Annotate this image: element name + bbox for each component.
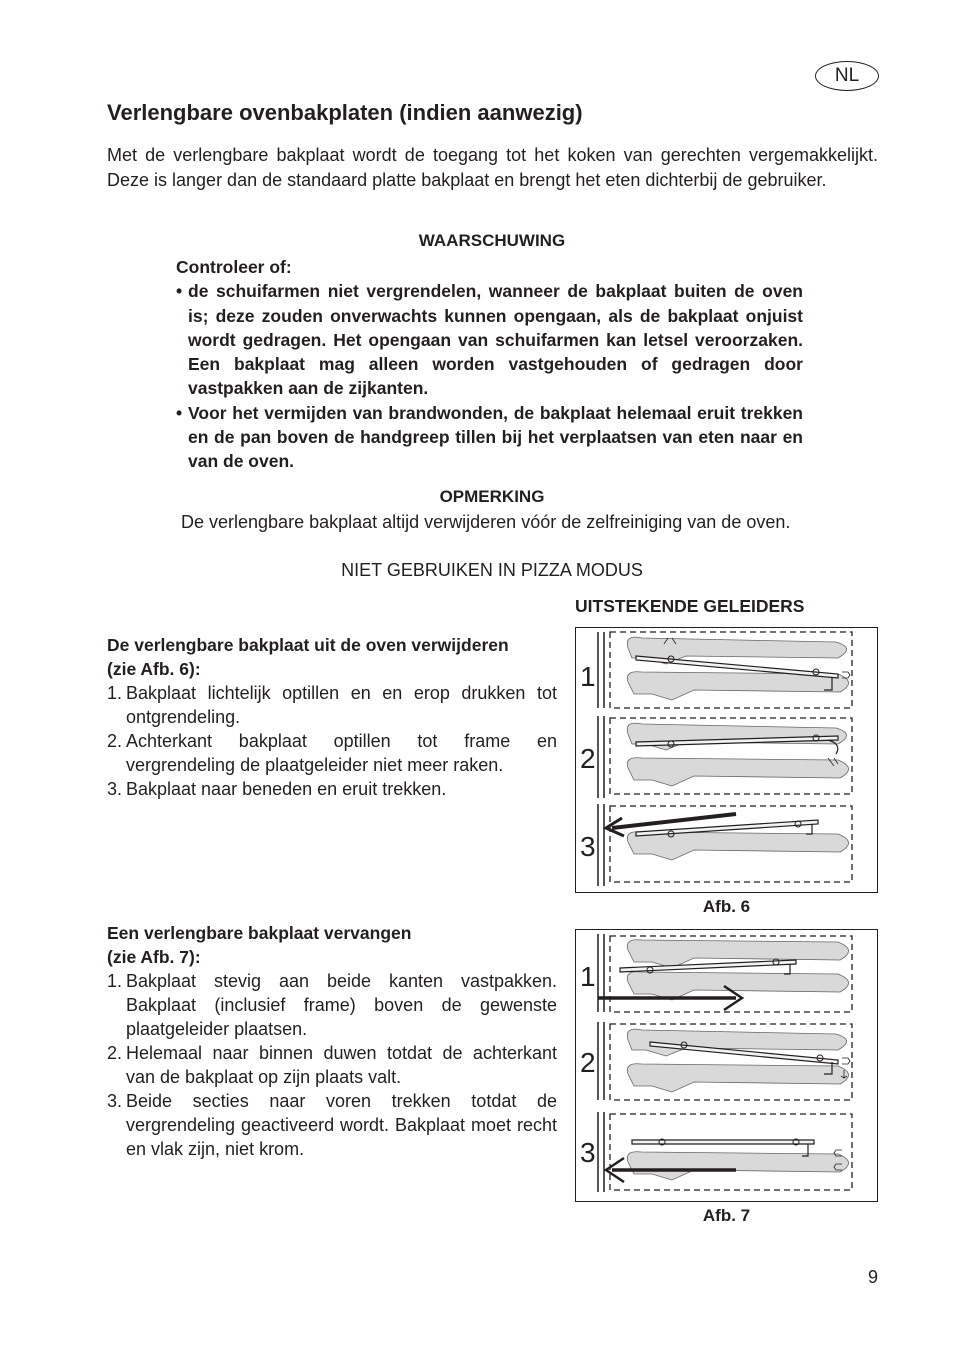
step-number: 1. <box>107 683 123 703</box>
bullet-icon: • <box>176 281 183 302</box>
list-item <box>107 1089 557 1161</box>
step-text: Helemaal naar binnen duwen totdat de achterkant van de bakplaat op zijn plaats valt. <box>126 1043 557 1087</box>
replace-title-line: Een verlengbare bakplaat vervangen <box>107 923 412 943</box>
warning-bullet-text: Voor het vermijden van brandwonden, de bakplaat helemaal eruit trekken en de pan boven de handgreep tillen bij het verplaatsen van eten naar en van de oven. <box>188 402 803 472</box>
panel-number: 3 <box>580 831 596 862</box>
step-number: 2. <box>107 1043 123 1063</box>
replace-steps <box>107 969 557 1161</box>
panel-number: 2 <box>580 743 596 774</box>
step-number: 2. <box>107 731 123 751</box>
intro-paragraph: Met de verlengbare bakplaat wordt de toegang tot het koken van gerechten vergemakkelijkt. Deze is langer dan de standaard platte bakplaat en brengt het eten dichterbij de gebruiker. <box>107 145 878 190</box>
list-item <box>107 1041 557 1089</box>
list-item <box>107 777 557 801</box>
remove-steps <box>107 681 557 801</box>
step-text: Bakplaat lichtelijk optillen en en erop drukken tot ontgrendeling. <box>126 683 557 727</box>
figure-7-illustration <box>576 930 876 1200</box>
note-text: De verlengbare bakplaat altijd verwijderen vóór de zelfreiniging van de oven. <box>181 512 791 532</box>
warning-bullet <box>176 279 803 400</box>
step-text: Bakplaat stevig aan beide kanten vastpakken. Bakplaat (inclusief frame) boven de gewenste plaatgeleider plaatsen. <box>126 971 557 1039</box>
replace-section-title <box>107 921 557 969</box>
language-badge: NL <box>815 61 879 91</box>
warning-bullet-text: de schuifarmen niet vergrendelen, wanneer de bakplaat buiten de oven is; deze zouden onverwachts kunnen opengaan, als de bakplaat onjuist wordt gedragen. Het opengaan van schuifarmen kan letsel veroorzaken. Een bakplaat mag alleen worden vastgehouden of gedragen door vastpakken aan de zijkanten. <box>188 281 803 399</box>
figure-6 <box>575 627 878 893</box>
step-number: 1. <box>107 971 123 991</box>
figure-7-caption: Afb. 7 <box>702 1206 751 1225</box>
note-heading: OPMERKING <box>439 487 545 506</box>
warning-lead: Controleer of: <box>176 257 292 277</box>
figure-6-caption: Afb. 6 <box>702 897 751 916</box>
step-text: Beide secties naar voren trekken totdat de vergrendeling geactiveerd wordt. Bakplaat moet recht en vlak zijn, niet krom. <box>126 1091 557 1159</box>
rail-heading: UITSTEKENDE GELEIDERS <box>575 596 805 616</box>
warning-bullet <box>176 401 803 474</box>
panel-number: 2 <box>580 1047 596 1078</box>
pizza-mode-notice: NIET GEBRUIKEN IN PIZZA MODUS <box>341 560 643 580</box>
bullet-icon: • <box>176 402 183 423</box>
page-number: 9 <box>868 1267 879 1287</box>
replace-title-line: (zie Afb. 7): <box>107 947 201 967</box>
list-item <box>107 969 557 1041</box>
figure-7 <box>575 929 878 1202</box>
panel-number: 1 <box>580 961 596 992</box>
step-text: Achterkant bakplaat optillen tot frame en vergrendeling de plaatgeleider niet meer raken. <box>126 731 557 775</box>
remove-title-line: De verlengbare bakplaat uit de oven verwijderen <box>107 635 509 655</box>
warning-block <box>176 255 803 474</box>
step-number: 3. <box>107 779 123 799</box>
list-item <box>107 681 557 729</box>
warning-heading: WAARSCHUWING <box>418 231 566 250</box>
remove-section-title <box>107 633 557 681</box>
step-number: 3. <box>107 1091 123 1111</box>
remove-title-line: (zie Afb. 6): <box>107 659 201 679</box>
page-title: Verlengbare ovenbakplaten (indien aanwezig) <box>107 100 583 125</box>
panel-number: 3 <box>580 1137 596 1168</box>
figure-6-illustration <box>576 628 876 891</box>
list-item <box>107 729 557 777</box>
panel-number: 1 <box>580 661 596 692</box>
step-text: Bakplaat naar beneden en eruit trekken. <box>126 779 447 799</box>
